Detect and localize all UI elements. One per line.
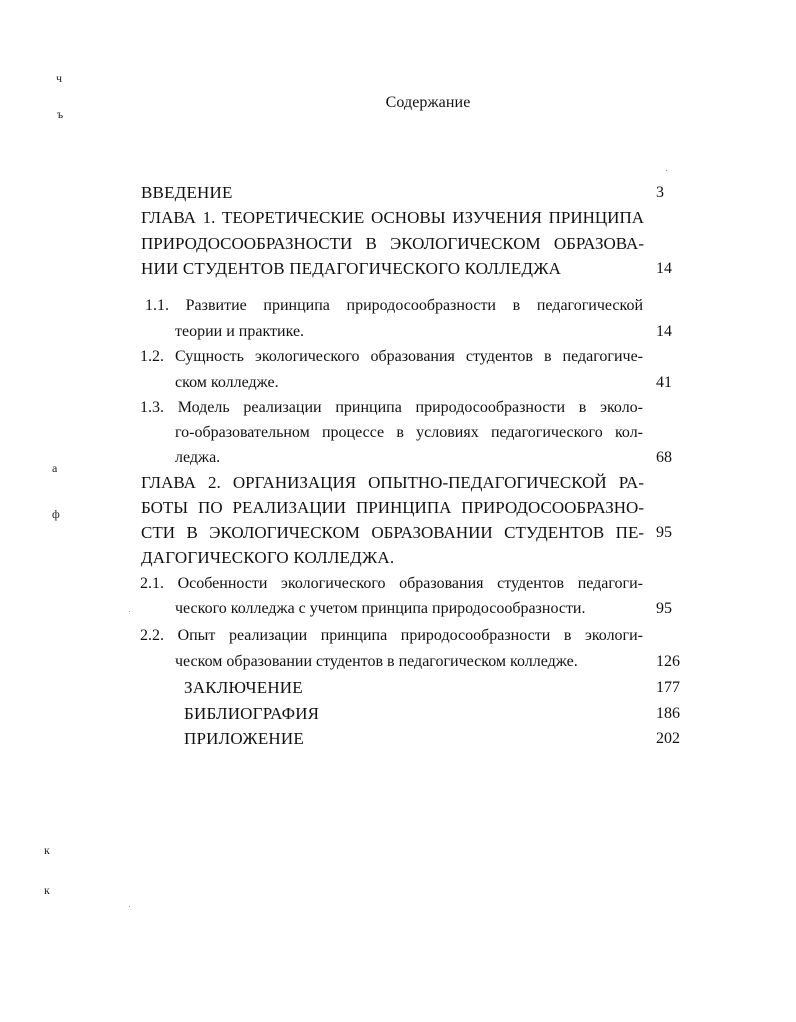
toc-s1-1-line-2: теории и практике. <box>175 323 305 340</box>
toc-chapter1-line-1: ГЛАВА 1. ТЕОРЕТИЧЕСКИЕ ОСНОВЫ ИЗУЧЕНИЯ ПРИНЦИПА <box>141 208 644 227</box>
toc-s2-2-page: 126 <box>656 653 680 670</box>
scan-speck <box>129 611 130 612</box>
margin-mark: а <box>52 461 58 475</box>
toc-conclusion-label: ЗАКЛЮЧЕНИЕ <box>184 678 303 697</box>
margin-mark: ъ <box>57 107 64 121</box>
toc-chapter1-page: 14 <box>656 260 672 277</box>
page-title: Содержание <box>385 94 471 111</box>
toc-s1-3-line-2: го-образовательном процессе в условиях педагогического кол- <box>175 424 643 441</box>
toc-s2-2-line-2: ческом образовании студентов в педагогическом колледже. <box>175 653 578 670</box>
toc-s1-3-line-3: леджа. <box>175 449 221 466</box>
toc-s1-2-page: 41 <box>656 374 672 391</box>
toc-s1-3-line-1: 1.3. Модель реализации принципа природосообразности в эколо- <box>140 399 643 416</box>
toc-s2-1-page: 95 <box>656 600 672 617</box>
toc-chapter2-page: 95 <box>656 524 672 541</box>
toc-chapter2-line-1: ГЛАВА 2. ОРГАНИЗАЦИЯ ОПЫТНО-ПЕДАГОГИЧЕСКОЙ РА- <box>141 473 644 492</box>
toc-appendix-page: 202 <box>656 730 680 747</box>
margin-mark: к <box>44 883 50 897</box>
toc-s1-1-line-1: 1.1. Развитие принципа природосообразности в педагогической <box>145 297 643 314</box>
toc-chapter1-line-2: ПРИРОДОСООБРАЗНОСТИ В ЭКОЛОГИЧЕСКОМ ОБРАЗОВА- <box>141 234 644 253</box>
toc-conclusion-page: 177 <box>656 679 680 696</box>
toc-chapter1-line-3: НИИ СТУДЕНТОВ ПЕДАГОГИЧЕСКОГО КОЛЛЕДЖА <box>141 259 562 278</box>
margin-mark: к <box>44 843 50 857</box>
toc-intro-page: 3 <box>656 184 664 201</box>
toc-s2-2-line-1: 2.2. Опыт реализации принципа природосообразности в экологи- <box>140 627 643 644</box>
toc-s1-2-line-2: ском колледже. <box>175 374 279 391</box>
margin-mark: ф <box>52 507 60 521</box>
toc-intro-label: ВВЕДЕНИЕ <box>141 183 233 202</box>
scan-speck <box>666 170 667 171</box>
toc-s2-1-line-1: 2.1. Особенности экологического образования студентов педагоги- <box>140 575 643 592</box>
toc-s1-3-page: 68 <box>656 449 672 466</box>
toc-chapter2-line-4: ДАГОГИЧЕСКОГО КОЛЛЕДЖА. <box>141 548 395 567</box>
toc-chapter2-line-3: СТИ В ЭКОЛОГИЧЕСКОМ ОБРАЗОВАНИИ СТУДЕНТОВ ПЕ- <box>141 523 644 542</box>
toc-s1-2-line-1: 1.2. Сущность экологического образования студентов в педагогиче- <box>140 348 643 365</box>
margin-mark: ч <box>56 71 63 85</box>
toc-appendix-label: ПРИЛОЖЕНИЕ <box>184 729 304 748</box>
toc-s2-1-line-2: ческого колледжа с учетом принципа природосообразности. <box>175 600 586 617</box>
toc-chapter2-line-2: БОТЫ ПО РЕАЛИЗАЦИИ ПРИНЦИПА ПРИРОДОСООБРАЗНО- <box>141 498 644 517</box>
toc-s1-1-page: 14 <box>656 323 672 340</box>
scan-speck <box>129 906 130 907</box>
toc-bibliography-label: БИБЛИОГРАФИЯ <box>184 704 320 723</box>
toc-bibliography-page: 186 <box>656 705 680 722</box>
